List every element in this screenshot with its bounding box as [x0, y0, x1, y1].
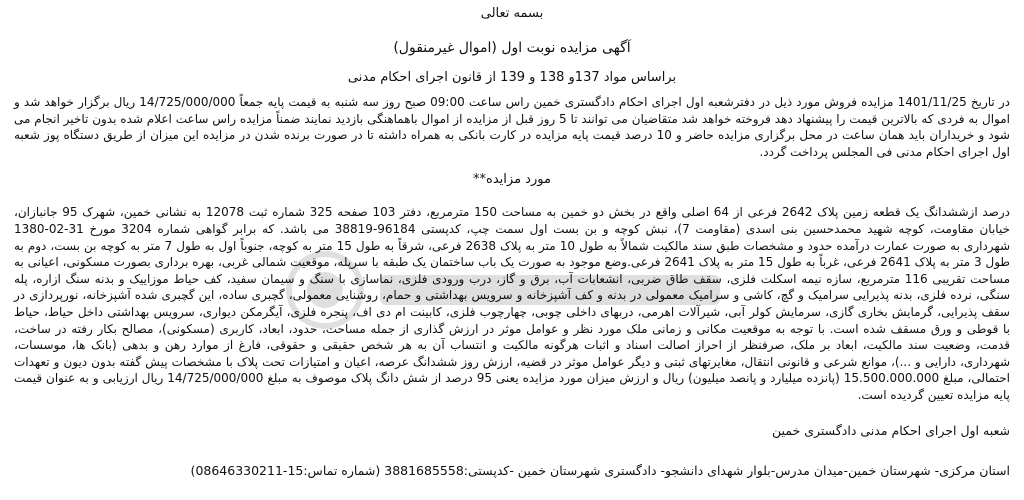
issuing-branch-signature: شعبه اول اجرای احکام مدنی دادگستری خمین: [772, 422, 1010, 438]
contact-address: استان مرکزی- شهرستان خمین-میدان مدرس-بلوار شهدای دانشجو- دادگستری شهرستان خمین -کدپستی:3881685558 (شماره تماس:15-08646330211): [190, 462, 1010, 478]
notice-title: آگهی مزایده نوبت اول (اموال غیرمنقول): [393, 40, 631, 56]
intro-paragraph: در تاریخ 1401/11/25 مزایده فروش مورد ذیل در دفترشعبه اول اجرای احکام دادگستری خمین راس ساعت 09:00 صبح روز سه شنبه به قیمت پایه جمعاً 14/725/000/000 ریال برگزار خواهد شد و اموال به فردی که بالاترین قیمت را پیشنهاد دهد فروخته خواهد شد متقاضیان می توانند تا 5 روز قبل از مزایده از اموال باهماهنگی بازدید نمایند ضمناً مزایده راس ساعت اعلام شده بدون تاخیر انجام می شود و خریداران باید همان ساعت در محل برگزاری مزایده حاضر و 10 درصد قیمت پایه مزایده در کارت بانکی به همراه داشته تا در صورت برنده شدن در مزایده این میزان از طریق دستگاه پوز شعبه اول اجرای احکام مدنی فی المجلس پرداخت گردد.: [14, 95, 1011, 159]
basmala: بسمه تعالی: [480, 6, 544, 21]
legal-basis: براساس مواد 137و 138 و 139 از قانون اجرای احکام مدنی: [347, 70, 677, 85]
subject-heading: مورد مزایده**: [473, 172, 551, 188]
property-description-paragraph: درصد ازششدانگ یک قطعه زمین پلاک 2642 فرعی از 64 اصلی واقع در بخش دو خمین به مساحت 150 مترمربع، دفتر 103 صفحه 325 شماره ثبت 12078 به نشانی خمین، شهرک 95 جانبازان، خیابان مقاومت، کوچه شهید محمدحسین بنی اسدی (مقاومت 7)، نبش کوچه و بن بست اول سمت چپ، کدپستی 96184-38819 می باشد. که برابر گواهی شماره 3204 مورخ 31-02-1380 شهرداری به صورت عمارت درآمده حدود و مشخصات طبق سند مالکیت شمالاً به طول 10 متر به پلاک 2638 فرعی، شرقاً به طول 15 متر به کوچه، جنوباً اول به طول 7 متر به کوچه بن بست، دوم به طول 3 متر به پلاک 2641 فرعی، غرباً به طول 15 متر به پلاک 2641 فرعی.وضع موجود به صورت یک باب ساختمان یک طبقه با سرپله، موقعیت شمالی غربی، بهره برداری بصورت مسکونی، اعیانی به مساحت تقریبی 116 مترمربع، سازه نیمه اسکلت فلزی، سقف طاق ضربی، انشعابات آب، برق و گاز، درب ورودی فلزی، نماسازی با سنگ و سیمان سفید، کف حیاط موزاییک و بدنه سنگ ازاره، پله سنگی، نرده فلزی، بدنه پذیرایی سرامیک و گچ، کاشی و سرامیک معمولی در بدنه و کف آشپزخانه و سرویس بهداشتی و حمام، روشنایی معمولی، گچبری ساده، این گچبری شده آشپزخانه، نورپردازی در سقف پذیرایی، گرمایش بخاری گازی، سرمایش کولر آبی، شیرآلات اهرمی، دربهای داخلی چوبی، چهارچوب فلزی، کابینت ام دی اف، پنجره فلزی، آیگرمکن دیواری، سرویس بهداشتی داخل حیاط، حیاط با قوطی و ورق مسقف شده است. با توجه به موقعیت مکانی و زمانی ملک مورد نظر و عوامل موثر در ارزش گذاری از جمله مساحت، حدود، ابعاد، کاربری (مسکونی)، مصالح بکار رفته در ساخت، قدمت، وضعیت سند مالکیت، ابعاد بر ملک، صرفنظر از احراز اصالت اسناد و اثبات هرگونه مالکیت و انتساب آن به هر شخص حقیقی و حقوقی، فارغ از موارد رهن و بدهی (بانک ها، موسسات، شهرداری، دارایی و ...)، موانع شرعی و قانونی انتقال، مغایرتهای ثبتی و دیگر عوامل موثر در قضیه، ارزش روز ششدانگ عرصه، اعیان و امتیازات تحت پلاک با مشخصات پیش گفته بدون دیون و تعهدات احتمالی، مبلغ 15.500.000.000 (پانزده میلیارد و پانصد میلیون) ریال و ارزش میزان مورد مزایده یعنی 95 درصد از شش دانگ پلاک موصوف به مبلغ 14/725/000/000 ریال ارزیابی و به عنوان قیمت پایه مزایده تعیین گردیده است.: [14, 205, 1011, 402]
